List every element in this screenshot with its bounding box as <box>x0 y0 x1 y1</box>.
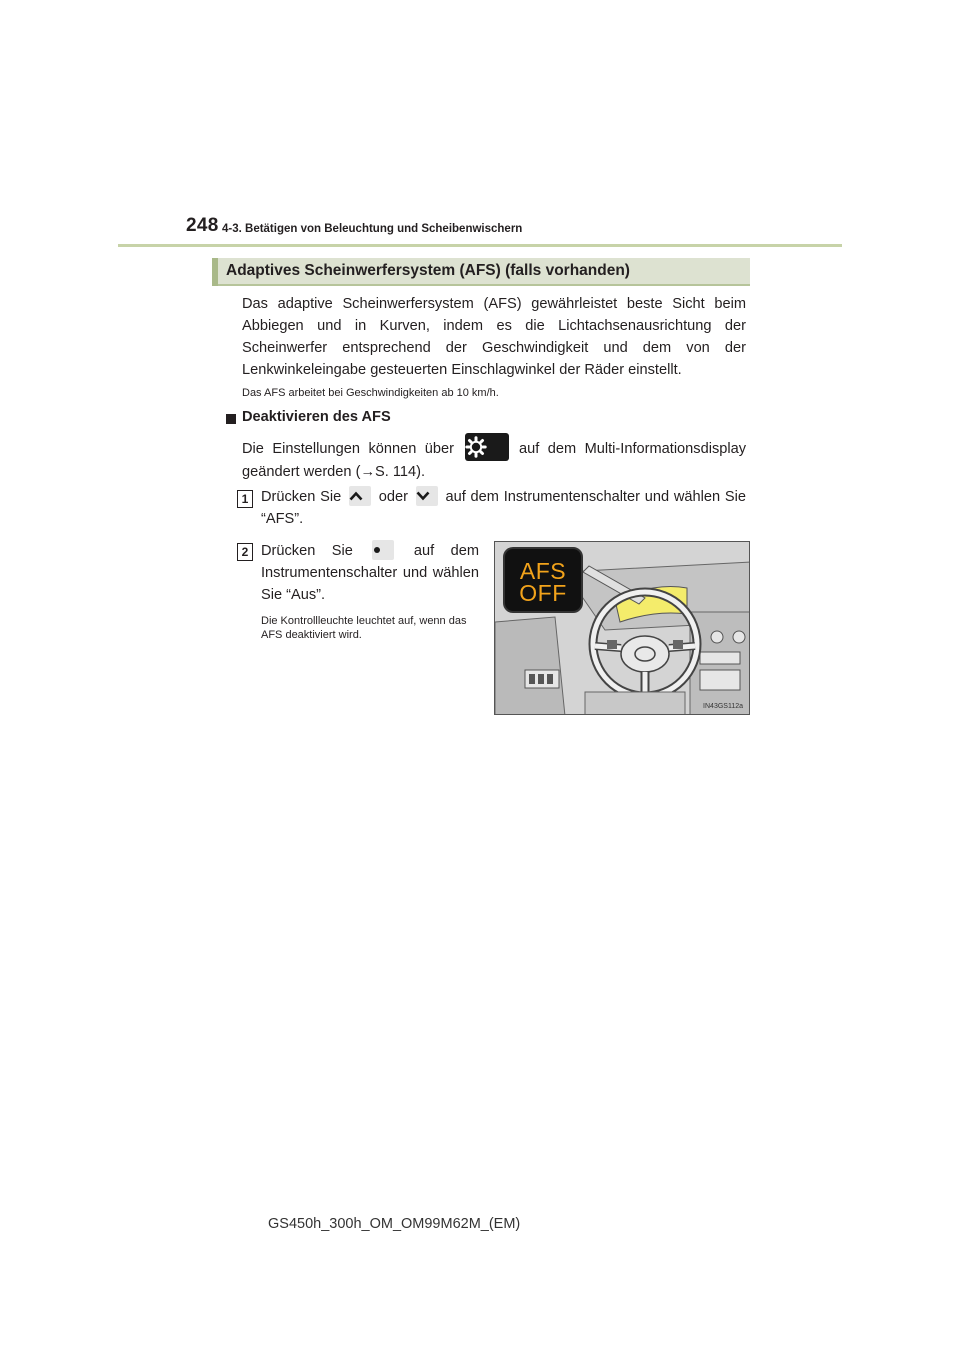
subheading: Deaktivieren des AFS <box>242 409 391 425</box>
step-2-text-a: Drücken Sie <box>261 543 353 559</box>
settings-paragraph <box>242 437 746 483</box>
settings-text-before: Die Einstellungen können über <box>242 440 455 457</box>
page-number: 248 <box>186 215 219 236</box>
illustration-code: IN43GS112a <box>703 703 743 710</box>
afs-indicator-line-2: OFF <box>519 580 567 606</box>
dashboard-illustration <box>494 541 750 715</box>
afs-indicator-line-1: AFS <box>519 558 567 584</box>
section-header-accent <box>212 258 218 286</box>
step-2-text <box>261 540 479 606</box>
footer-model-code: GS450h_300h_OM_OM99M62M_(EM) <box>268 1216 521 1232</box>
step-2-note: Die Kontrollleuchte leuchtet auf, wenn das AFS deaktiviert wird. <box>261 615 467 641</box>
section-title: Adaptives Scheinwerfersystem (AFS) (falls vorhanden) <box>226 262 630 279</box>
chevron-down-icon <box>416 486 438 506</box>
gear-icon <box>465 433 509 461</box>
header-rule <box>118 244 842 247</box>
bullet-square <box>226 414 236 424</box>
chevron-up-icon <box>349 486 371 506</box>
speed-note: Das AFS arbeitet bei Geschwindigkeiten ab 10 km/h. <box>242 387 499 399</box>
step-1-text-c: auf dem Instrumentenschalter und wählen Sie “AFS”. <box>261 489 746 527</box>
step-1-badge: 1 <box>237 490 253 508</box>
afs-off-indicator <box>503 547 583 613</box>
arrow-ref: → <box>360 464 376 480</box>
step-2-text-b: auf dem Instrumentenschalter und wählen Sie “Aus”. <box>261 543 479 603</box>
settings-text-after: auf dem Multi-Informationsdisplay geändert werden ( <box>242 440 747 480</box>
dot-icon <box>372 540 394 560</box>
intro-paragraph: Das adaptive Scheinwerfersystem (AFS) gewährleistet beste Sicht beim Abbiegen und in Kurven, indem es die Lichtachsenausrichtung der Scheinwerfer entsprechend der Geschwindigkeit und dem von der Lenkwinkeleingabe gesteuerten Einschlagwinkel der Räder einstellt. <box>242 296 746 378</box>
page-reference: S. 114). <box>375 464 426 480</box>
step-1-text-a: Drücken Sie <box>261 489 342 505</box>
step-2-badge: 2 <box>237 543 253 561</box>
step-1-text-b: oder <box>378 489 408 505</box>
chapter-title: 4-3. Betätigen von Beleuchtung und Scheibenwischern <box>222 223 523 235</box>
step-1-text <box>261 486 746 530</box>
